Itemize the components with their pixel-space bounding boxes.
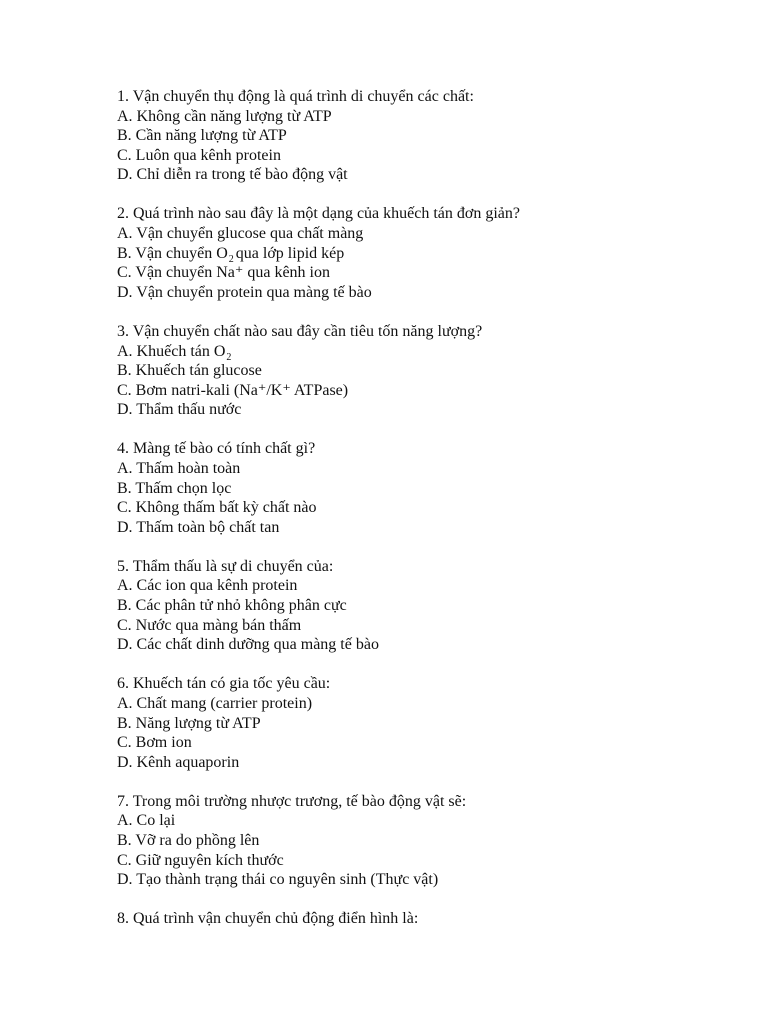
answer-option: A. Co lại: [117, 812, 176, 830]
subscript: 2: [228, 253, 234, 265]
answer-option: D. Kênh aquaporin: [117, 753, 240, 771]
question-6: [117, 674, 737, 772]
answer-option: B. Năng lượng từ ATP: [117, 714, 261, 732]
answer-option: A. Không cần năng lượng từ ATP: [117, 107, 332, 125]
answer-option: A. Vận chuyển glucose qua chất màng: [117, 225, 364, 243]
question-stem: 5. Thẩm thấu là sự di chuyển của:: [117, 557, 334, 575]
answer-option: B. Thấm chọn lọc: [117, 479, 232, 497]
question-4: [117, 439, 737, 537]
answer-option: C. Luôn qua kênh protein: [117, 146, 281, 164]
answer-option: [117, 342, 737, 362]
question-5: [117, 557, 737, 655]
answer-option: C. Nước qua màng bán thấm: [117, 616, 302, 634]
answer-option: [117, 244, 737, 264]
option-text: A. Khuếch tán O: [117, 342, 226, 360]
answer-option: C. Vận chuyển Na⁺ qua kênh ion: [117, 264, 330, 282]
answer-option: C. Bơm natri-kali (Na⁺/K⁺ ATPase): [117, 381, 349, 399]
question-stem: 1. Vận chuyển thụ động là quá trình di chuyển các chất:: [117, 88, 474, 105]
answer-option: C. Giữ nguyên kích thước: [117, 851, 284, 869]
answer-option: C. Bơm ion: [117, 734, 192, 752]
question-stem: 8. Quá trình vận chuyển chủ động điển hình là:: [117, 910, 419, 928]
question-1: [117, 87, 737, 185]
question-8: [117, 909, 737, 929]
question-2: [117, 204, 737, 302]
question-7: [117, 792, 737, 890]
question-stem: 4. Màng tế bào có tính chất gì?: [117, 440, 316, 458]
question-3: [117, 322, 737, 420]
answer-option: A. Các ion qua kênh protein: [117, 577, 298, 595]
answer-option: B. Các phân tử nhỏ không phân cực: [117, 597, 347, 615]
answer-option: D. Tạo thành trạng thái co nguyên sinh (Thực vật): [117, 871, 439, 889]
subscript: 2: [226, 351, 232, 363]
question-stem: 7. Trong môi trường nhược trương, tế bào động vật sẽ:: [117, 792, 467, 810]
answer-option: D. Vận chuyển protein qua màng tế bào: [117, 283, 372, 301]
quiz-document: [117, 87, 737, 948]
option-text: qua lớp lipid kép: [235, 244, 345, 262]
option-text: B. Vận chuyển O: [117, 244, 228, 262]
answer-option: D. Các chất dinh dưỡng qua màng tế bào: [117, 636, 379, 654]
answer-option: A. Thấm hoàn toàn: [117, 460, 241, 477]
answer-option: D. Thấm toàn bộ chất tan: [117, 518, 280, 536]
answer-option: D. Chỉ diễn ra trong tế bào động vật: [117, 166, 348, 184]
answer-option: B. Khuếch tán glucose: [117, 362, 262, 380]
question-stem: 2. Quá trình nào sau đây là một dạng của khuếch tán đơn giản?: [117, 205, 521, 223]
answer-option: B. Cần năng lượng từ ATP: [117, 127, 287, 145]
question-stem: 6. Khuếch tán có gia tốc yêu cầu:: [117, 675, 331, 693]
answer-option: C. Không thấm bất kỳ chất nào: [117, 499, 317, 517]
answer-option: B. Vỡ ra do phồng lên: [117, 832, 260, 849]
answer-option: A. Chất mang (carrier protein): [117, 694, 313, 712]
answer-option: D. Thẩm thấu nước: [117, 401, 242, 419]
question-stem: 3. Vận chuyển chất nào sau đây cần tiêu tốn năng lượng?: [117, 322, 483, 340]
